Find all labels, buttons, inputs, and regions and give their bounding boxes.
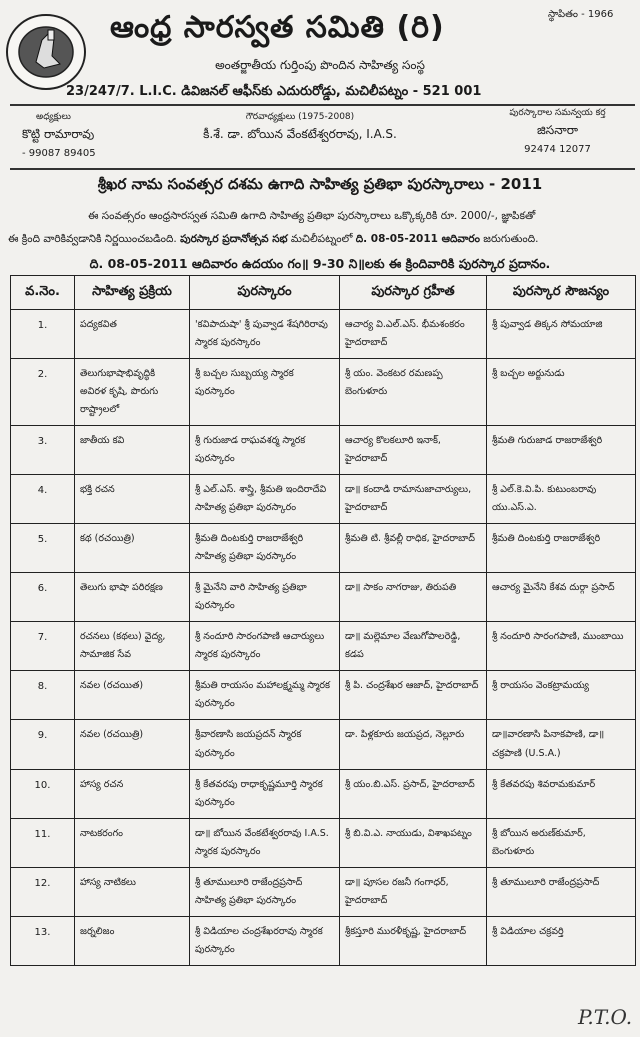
table-row xyxy=(11,867,636,916)
cell-award: శ్రీవారణాసి జయప్రదన్ స్మారక పురస్కారం xyxy=(190,720,340,769)
cell-award: శ్రీ గురుజాడ రాఘవశర్మ స్మారక పురస్కారం xyxy=(190,425,340,474)
cell-recipient: శ్రీ యం.బి.ఎస్. ప్రసాద్, హైదరాబాద్ xyxy=(340,769,487,818)
cell-recipient: డా॥ కందాడి రామానుజాచార్యులు, హైదరాబాద్ xyxy=(340,475,487,524)
cell-sponsor: శ్రీమతి దింటకుర్తి రాజరాజేశ్వరి xyxy=(487,524,636,573)
cell-sponsor: శ్రీ పువ్వాడ తిక్కన సోమయాజి xyxy=(487,309,636,358)
officer-role: అధ్యక్షులు xyxy=(36,112,71,122)
org-subtitle: అంతర్జాతీయ గుర్తింపు పొందిన సాహిత్య సంస్థ xyxy=(215,58,425,72)
intro-ceremony: పురస్కార ప్రదానోత్సవ సభ xyxy=(180,233,288,245)
cell-number: 5. xyxy=(11,524,75,573)
cell-genre: నవల (రచయిత) xyxy=(75,671,190,720)
cell-number: 3. xyxy=(11,425,75,474)
cell-genre: భక్తి రచన xyxy=(75,475,190,524)
table-row xyxy=(11,475,636,524)
cell-sponsor: శ్రీ విడియాల చక్రవర్తి xyxy=(487,916,636,965)
event-schedule: ది. 08-05-2011 ఆదివారం ఉదయం గం॥ 9-30 ని॥లకు ఈ క్రిందివారికి పురస్కార ప్రదానం. xyxy=(89,256,551,271)
cell-award: శ్రీ మైనేని వారి సాహిత్య ప్రతిభా పురస్కారం xyxy=(190,573,340,622)
cell-number: 10. xyxy=(11,769,75,818)
cell-genre: హాస్య నాటికలు xyxy=(75,867,190,916)
table-row xyxy=(11,818,636,867)
cell-sponsor: శ్రీ నందూరి సారంగపాణి, ముంబాయి xyxy=(487,622,636,671)
cell-number: 7. xyxy=(11,622,75,671)
intro-line-1: ఈ సంవత్సరం ఆంధ్రసారస్వత సమితి ఉగాది సాహిత్య ప్రతిభా పురస్కారాలు ఒక్కొక్కరికి రూ. 2000/-, జ్ఞాపికతో xyxy=(88,210,536,222)
cell-recipient: శ్రీమతి టి. శ్రీవల్లీ రాధిక, హైదరాబాద్ xyxy=(340,524,487,573)
cell-sponsor: శ్రీమతి గురుజాడ రాజరాజేశ్వరి xyxy=(487,425,636,474)
cell-sponsor: శ్రీ తూములూరి రాజేంద్రప్రసాద్ xyxy=(487,867,636,916)
officer-phone: - 99087 89405 xyxy=(22,148,96,159)
intro-date: ది. 08-05-2011 ఆదివారం xyxy=(355,233,480,245)
cell-genre: తెలుగు భాషా పరిరక్షణ xyxy=(75,573,190,622)
org-address: 23/247/7. L.I.C. డివిజనల్ ఆఫీస్‌కు ఎదురురోడ్డు, మచిలీపట్నం - 521 001 xyxy=(66,84,482,99)
cell-sponsor: ఆచార్య మైనేని కేశవ దుర్గా ప్రసాద్ xyxy=(487,573,636,622)
cell-genre: పద్యకవిత xyxy=(75,309,190,358)
cell-number: 11. xyxy=(11,818,75,867)
cell-sponsor: డా॥వారణాసి పినాకపాణి, డా॥ చక్రపాణి (U.S.A.) xyxy=(487,720,636,769)
intro-text: ఈ క్రింది వారికివ్వడానికి నిర్ణయించబడింది. xyxy=(8,233,177,245)
cell-number: 2. xyxy=(11,358,75,425)
intro-place: మచిలీపట్నంలో xyxy=(290,233,353,245)
cell-award: డా॥ బోయిన వేంకటేశ్వరరావు I.A.S. స్మారక పురస్కారం xyxy=(190,818,340,867)
table-header-row xyxy=(11,276,636,310)
cell-number: 1. xyxy=(11,309,75,358)
intro-line-2 xyxy=(8,233,538,248)
table-row xyxy=(11,358,636,425)
org-title: ఆంధ్ర సారస్వత సమితి (రి) xyxy=(110,10,445,45)
cell-genre: నాటకరంగం xyxy=(75,818,190,867)
officer-role: పురస్కారాల సమన్వయ కర్త xyxy=(509,108,606,118)
founded-year: స్థాపితం - 1966 xyxy=(548,9,614,20)
officer-role: గౌరవాధ్యక్షులు (1975-2008) xyxy=(245,112,355,122)
cell-award: శ్రీ ఎల్.ఎస్. శాస్త్రి, శ్రీమతి ఇందిరాదేవి సాహిత్య ప్రతిభా పురస్కారం xyxy=(190,475,340,524)
cell-sponsor: శ్రీ రాయసం వెంకట్రామయ్య xyxy=(487,671,636,720)
emblem-logo xyxy=(4,12,88,92)
cell-sponsor: శ్రీ ఎల్.కె.వి.పి. కుటుంబరావు యు.ఎస్.ఎ. xyxy=(487,475,636,524)
cell-genre: తెలుగుభాషాభివృద్ధికి అవిరళ కృషి, పొరుగు రాష్ట్రాలలో xyxy=(75,358,190,425)
table-row xyxy=(11,622,636,671)
cell-recipient: శ్రీ బి.వి.ఎ. నాయుడు, విశాఖపట్నం xyxy=(340,818,487,867)
cell-award: శ్రీ కేతవరపు రాధాకృష్ణమూర్తి స్మారక పురస్కారం xyxy=(190,769,340,818)
table-row xyxy=(11,425,636,474)
officer-name: కీ.శే. డా. బోయిన వేంకటేశ్వరరావు, I.A.S. xyxy=(203,127,397,141)
awards-table xyxy=(10,275,636,966)
cell-number: 6. xyxy=(11,573,75,622)
event-title: శ్రీఖర నామ సంవత్సర దశమ ఉగాది సాహిత్య ప్రతిభా పురస్కారాలు - 2011 xyxy=(97,175,543,193)
cell-number: 4. xyxy=(11,475,75,524)
officer-honorary-president xyxy=(170,112,430,144)
cell-award: శ్రీ బచ్చల సుబ్బయ్య స్మారక పురస్కారం xyxy=(190,358,340,425)
col-header-genre: సాహిత్య ప్రక్రియ xyxy=(75,276,190,310)
officer-name: కొట్టి రామారావు xyxy=(22,127,95,141)
table-row xyxy=(11,916,636,965)
cell-number: 8. xyxy=(11,671,75,720)
cell-recipient: ఆచార్య వి.ఎల్.ఎస్. భీమశంకరం హైదరాబాద్ xyxy=(340,309,487,358)
pto-handwritten-note: P.T.O. xyxy=(578,1005,633,1029)
cell-genre: జాతీయ కవి xyxy=(75,425,190,474)
cell-award: శ్రీమతి దింటకుర్తి రాజరాజేశ్వరి సాహిత్య ప్రతిభా పురస్కారం xyxy=(190,524,340,573)
cell-sponsor: శ్రీ కేతవరపు శివరామకుమార్ xyxy=(487,769,636,818)
officer-president xyxy=(22,112,142,159)
intro-end: జరుగుతుంది. xyxy=(483,233,539,245)
header-divider xyxy=(10,104,635,106)
table-row xyxy=(11,309,636,358)
officer-name: జిసనారా xyxy=(537,123,578,137)
cell-recipient: డా॥ సాకం నాగరాజు, తిరుపతి xyxy=(340,573,487,622)
cell-sponsor: శ్రీ బోయిన అరుణ్‌కుమార్, బెంగుళూరు xyxy=(487,818,636,867)
table-row xyxy=(11,524,636,573)
cell-award: శ్రీమతి రాయసం మహాలక్ష్మమ్మ స్మారక పురస్కారం xyxy=(190,671,340,720)
col-header-recipient: పురస్కార గ్రహీత xyxy=(340,276,487,310)
table-row xyxy=(11,720,636,769)
cell-genre: నవల (రచయిత్రి) xyxy=(75,720,190,769)
cell-award: 'కవిపాదుషా' శ్రీ పువ్వాడ శేషగిరిరావు స్మారక పురస్కారం xyxy=(190,309,340,358)
col-header-award: పురస్కారం xyxy=(190,276,340,310)
cell-genre: కథ (రచయిత్రి) xyxy=(75,524,190,573)
officer-phone: 92474 12077 xyxy=(524,144,591,155)
table-row xyxy=(11,573,636,622)
col-header-sponsor: పురస్కార సౌజన్యం xyxy=(487,276,636,310)
cell-sponsor: శ్రీ బచ్చల అర్జునుడు xyxy=(487,358,636,425)
officers-divider xyxy=(10,168,635,170)
table-row xyxy=(11,769,636,818)
cell-recipient: శ్రీ పి. చంద్రశేఖర ఆజాద్, హైదరాబాద్ xyxy=(340,671,487,720)
cell-award: శ్రీ విడియాల చంద్రశేఖరరావు స్మారక పురస్కారం xyxy=(190,916,340,965)
col-header-number: వ.నెం. xyxy=(11,276,75,310)
cell-award: శ్రీ నందూరి సారంగపాణి ఆచార్యులు స్మారక పురస్కారం xyxy=(190,622,340,671)
cell-genre: రచనలు (కథలు) వైద్య, సామాజిక సేవ xyxy=(75,622,190,671)
cell-recipient: డా॥ మల్లెమాల వేణుగోపాలరెడ్డి, కడప xyxy=(340,622,487,671)
cell-award: శ్రీ తూములూరి రాజేంద్రప్రసాద్ సాహిత్య ప్రతిభా పురస్కారం xyxy=(190,867,340,916)
cell-recipient: శ్రీ యం. వెంకటర రమణప్ప బెంగుళూరు xyxy=(340,358,487,425)
cell-number: 13. xyxy=(11,916,75,965)
cell-recipient: డా. పిళ్లకూరు జయప్రద, నెల్లూరు xyxy=(340,720,487,769)
cell-number: 12. xyxy=(11,867,75,916)
cell-recipient: డా॥ పూసల రజనీ గంగాధర్, హైదరాబాద్ xyxy=(340,867,487,916)
table-row xyxy=(11,671,636,720)
cell-genre: జర్నలిజం xyxy=(75,916,190,965)
cell-recipient: ఆచార్య కొలకలూరి ఇనాక్, హైదరాబాద్ xyxy=(340,425,487,474)
cell-recipient: శ్రీకస్తూరి మురళీకృష్ణ, హైదరాబాద్ xyxy=(340,916,487,965)
officer-coordinator xyxy=(480,108,635,155)
cell-number: 9. xyxy=(11,720,75,769)
cell-genre: హాస్య రచన xyxy=(75,769,190,818)
